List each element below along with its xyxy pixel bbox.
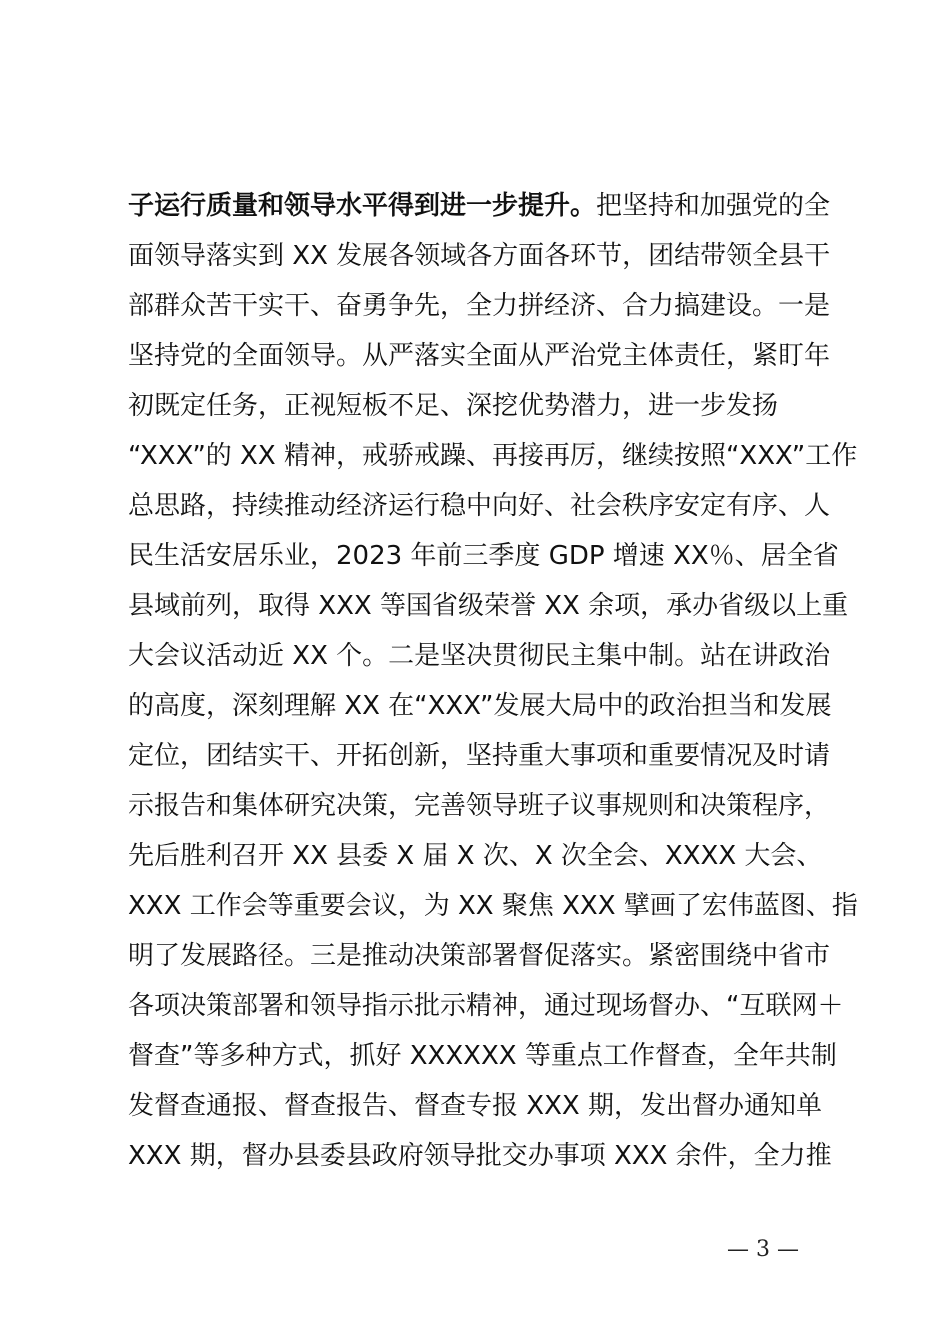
text-line-4: 坚持党的全面领导。从严落实全面从严治党主体责任，紧盯年: [128, 341, 831, 371]
text-line-14: 先后胜利召开 XX 县委 X 届 X 次、X 次全会、XXXX 大会、: [128, 841, 823, 871]
text-line-5: 初既定任务，正视短板不足、深挖优势潜力，进一步发扬: [128, 391, 779, 421]
text-line-12: 定位，团结实干、开拓创新，坚持重大事项和重要情况及时请: [128, 741, 831, 771]
body-text: [128, 181, 858, 1181]
text-line-6: “XXX”的 XX 精神，戒骄戒躁、再接再厉，继续按照“XXX”工作: [128, 441, 858, 471]
text-line-8: 民生活安居乐业，2023 年前三季度 GDP 增速 XX％、居全省: [128, 541, 839, 571]
text-line-7: 总思路，持续推动经济运行稳中向好、社会秩序安定有序、人: [128, 491, 831, 521]
text-line-15: XXX 工作会等重要会议，为 XX 聚焦 XXX 擘画了宏伟蓝图、指: [128, 891, 858, 921]
text-line-11: 的高度，深刻理解 XX 在“XXX”发展大局中的政治担当和发展: [128, 691, 832, 721]
text-line-3: 部群众苦干实干、奋勇争先，全力拼经济、合力搞建设。一是: [128, 291, 831, 321]
text-line-9: 县域前列，取得 XXX 等国省级荣誉 XX 余项，承办省级以上重: [128, 591, 849, 621]
text-line-17: 各项决策部署和领导指示批示精神，通过现场督办、“互联网＋: [128, 991, 844, 1021]
text-line-10: 大会议活动近 XX 个。二是坚决贯彻民主集中制。站在讲政治: [128, 641, 831, 671]
text-line-19: 发督查通报、督查报告、督查专报 XXX 期，发出督办通知单: [128, 1091, 822, 1121]
line-text: 把坚持和加强党的全: [596, 191, 831, 221]
text-line-16: 明了发展路径。三是推动决策部署督促落实。紧密围绕中省市: [128, 941, 831, 971]
page-number: — 3 —: [727, 1237, 799, 1262]
text-line-1: [128, 181, 848, 231]
text-line-18: 督查”等多种方式，抓好 XXXXXX 等重点工作督查，全年共制: [128, 1041, 837, 1071]
text-line-13: 示报告和集体研究决策，完善领导班子议事规则和决策程序，: [128, 791, 831, 821]
text-line-20: XXX 期，督办县委县政府领导批交办事项 XXX 余件，全力推: [128, 1141, 832, 1171]
text-line-2: 面领导落实到 XX 发展各领域各方面各环节，团结带领全县干: [128, 241, 831, 271]
bold-heading-text: 子运行质量和领导水平得到进一步提升。: [128, 191, 597, 221]
